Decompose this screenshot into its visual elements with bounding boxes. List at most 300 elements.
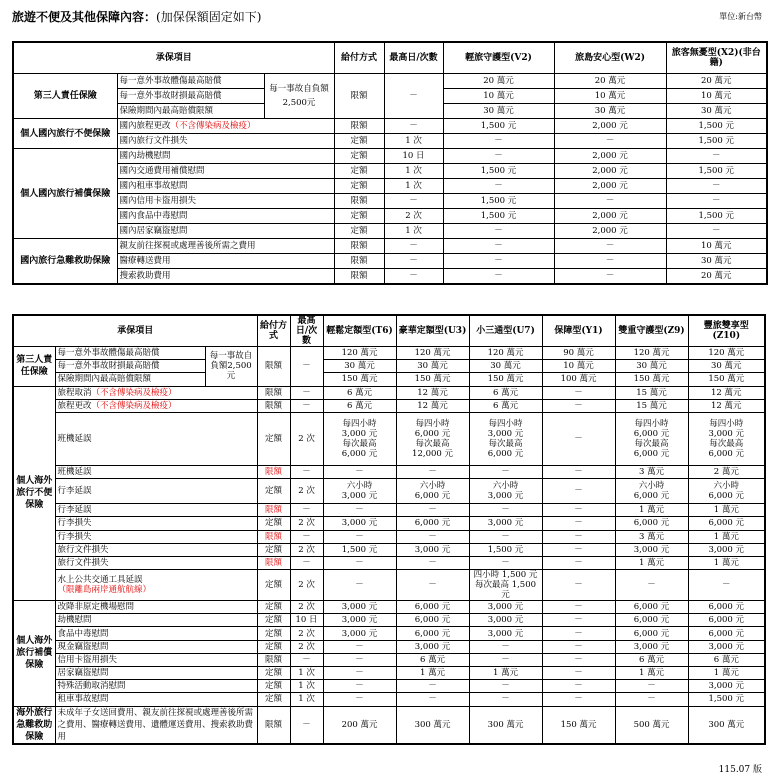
pay-method: 定額: [257, 667, 290, 680]
plan-value: 3,000 元: [396, 640, 469, 653]
item-label: [55, 680, 257, 693]
table-row: [13, 601, 765, 614]
plan-value: 2,000 元: [554, 164, 666, 179]
plan-value: 120 萬元: [396, 347, 469, 360]
plan-value: 6,000 元: [615, 517, 688, 530]
max-times: －: [290, 386, 323, 399]
pay-method: 限額: [257, 399, 290, 412]
category-label: 第三人責任保險: [13, 347, 55, 387]
plan-value: 2,000 元: [554, 209, 666, 224]
plan-value: －: [396, 556, 469, 569]
plan-value: 3,000 元: [323, 601, 396, 614]
cell-text: 改降非原定機場慰問: [57, 602, 135, 613]
plan-value: －: [542, 680, 615, 693]
item-label: [55, 627, 257, 640]
item-label: [117, 224, 334, 239]
plan-value: －: [542, 530, 615, 543]
plan-value: 3,000 元: [615, 640, 688, 653]
category-label: 第三人責任保險: [13, 74, 117, 119]
table-row: [13, 119, 767, 134]
category-label: 個人海外旅行補償保險: [13, 601, 55, 707]
cell-text: 租車事故慰問: [57, 694, 109, 705]
plan-value: －: [542, 627, 615, 640]
cell-text: 國內食品中毒慰問: [119, 211, 188, 221]
plan-value: 6,000 元: [615, 614, 688, 627]
plan-value: 30 萬元: [443, 104, 554, 119]
plan-value: 1,500 元: [666, 164, 767, 179]
max-times: －: [384, 269, 443, 285]
plan-value: 20 萬元: [666, 269, 767, 285]
item-label: [55, 570, 257, 601]
plan-value: 120 萬元: [688, 347, 765, 360]
plan-value: －: [396, 570, 469, 601]
pay-method: 定額: [257, 412, 290, 465]
cell-text: 特殊活動取消慰問: [57, 681, 126, 692]
plan-value: 300 萬元: [688, 706, 765, 744]
item-label: 每一意外事故體傷最高賠償: [117, 74, 264, 89]
plan-value: －: [323, 530, 396, 543]
plan-value: 3,000 元: [469, 627, 542, 640]
max-times: 2 次: [290, 412, 323, 465]
plan-value: －: [469, 653, 542, 666]
plan-value: 每四小時 6,000 元 每次最高 6,000 元: [615, 412, 688, 465]
category-label: 國內旅行急難救助保險: [13, 239, 117, 285]
item-label: 每一意外事故體傷最高賠償: [55, 347, 205, 360]
plan-value: 3,000 元: [469, 614, 542, 627]
item-label: [117, 239, 334, 254]
item-label: [117, 254, 334, 269]
table-row: [13, 614, 765, 627]
cell-text: 搜索救助費用: [119, 271, 171, 281]
header-cell: 豐旅雙享型(Z10): [688, 315, 765, 347]
max-times: 2 次: [290, 479, 323, 504]
plan-value: 6 萬元: [396, 653, 469, 666]
cell-text: 行李損失: [57, 518, 92, 529]
pay-method: 限額: [257, 706, 290, 744]
plan-value: 2,000 元: [554, 179, 666, 194]
plan-value: 15 萬元: [615, 399, 688, 412]
plan-value: 300 萬元: [469, 706, 542, 744]
item-label: 每一意外事故財損最高賠償: [55, 360, 205, 373]
plan-value: 500 萬元: [615, 706, 688, 744]
exclusion-note: （不含傳染病及檢疫）: [91, 400, 177, 411]
plan-value: 3,000 元: [615, 543, 688, 556]
table-row: [13, 627, 765, 640]
plan-value: 1,500 元: [469, 543, 542, 556]
exclusion-note: （不含傳染病及檢疫）: [91, 387, 177, 398]
max-times: 2 次: [384, 209, 443, 224]
plan-value: 10 萬元: [554, 89, 666, 104]
plan-value: －: [542, 640, 615, 653]
pay-method: 定額: [257, 601, 290, 614]
max-times: －: [290, 653, 323, 666]
plan-value: 1 萬元: [615, 504, 688, 517]
plan-value: 3,000 元: [323, 627, 396, 640]
plan-value: 12 萬元: [688, 399, 765, 412]
plan-value: －: [666, 194, 767, 209]
pay-method: 定額: [257, 640, 290, 653]
header-cell: 最高日/次數: [384, 42, 443, 74]
plan-value: －: [396, 680, 469, 693]
plan-value: 30 萬元: [323, 360, 396, 373]
plan-value: －: [666, 179, 767, 194]
plan-value: －: [542, 601, 615, 614]
plan-value: 1,500 元: [666, 134, 767, 149]
pay-method: 限額: [257, 386, 290, 399]
plan-value: 12 萬元: [396, 399, 469, 412]
plan-value: 六小時 6,000 元: [615, 479, 688, 504]
plan-value: －: [542, 653, 615, 666]
max-times: －: [290, 706, 323, 744]
item-label: [55, 399, 257, 412]
plan-value: 30 萬元: [666, 254, 767, 269]
plan-value: 1,500 元: [443, 119, 554, 134]
cell-text: 國內劫機慰問: [119, 151, 171, 161]
plan-value: 6 萬元: [615, 653, 688, 666]
cell-text: 國內交通費用補償慰問: [119, 166, 205, 176]
cell-text: 國內居家竊盜慰問: [119, 226, 188, 236]
table-row: [13, 209, 767, 224]
plan-value: 六小時 3,000 元: [469, 479, 542, 504]
table-row: [13, 269, 767, 285]
plan-value: －: [554, 239, 666, 254]
plan-value: 2,000 元: [554, 149, 666, 164]
item-label: [117, 134, 334, 149]
plan-value: －: [443, 269, 554, 285]
plan-value: 150 萬元: [323, 373, 396, 386]
plan-value: 6,000 元: [396, 601, 469, 614]
table-row: [13, 465, 765, 478]
plan-value: －: [554, 254, 666, 269]
header-cell: 雙重守護型(Z9): [615, 315, 688, 347]
cell-text: 班機延誤: [57, 433, 92, 444]
item-label: [55, 386, 257, 399]
plan-value: 6 萬元: [469, 386, 542, 399]
item-label: [55, 543, 257, 556]
item-label: [55, 640, 257, 653]
plan-value: 1,500 元: [688, 693, 765, 706]
plan-value: －: [666, 149, 767, 164]
cell-text: 國內旅程更改: [119, 121, 171, 131]
max-times: －: [290, 530, 323, 543]
plan-value: 每四小時 3,000 元 每次最高 6,000 元: [688, 412, 765, 465]
plan-value: 1,500 元: [443, 209, 554, 224]
table-row: [13, 680, 765, 693]
item-label: [55, 693, 257, 706]
pay-method: 定額: [257, 627, 290, 640]
max-times: －: [384, 119, 443, 134]
header-cell: 最高日/次數: [290, 315, 323, 347]
pay-method: 定額: [257, 693, 290, 706]
plan-value: －: [469, 680, 542, 693]
plan-value: 20 萬元: [554, 74, 666, 89]
max-times: 1 次: [290, 667, 323, 680]
item-label: [55, 517, 257, 530]
plan-value: 12 萬元: [396, 386, 469, 399]
item-label: [55, 479, 257, 504]
pay-method: 限額: [334, 119, 384, 134]
item-label: [55, 465, 257, 478]
plan-value: 10 萬元: [443, 89, 554, 104]
max-times: 1 次: [384, 179, 443, 194]
plan-value: 6,000 元: [688, 627, 765, 640]
plan-value: 3 萬元: [615, 465, 688, 478]
pay-method: 定額: [334, 224, 384, 239]
item-label: [55, 614, 257, 627]
plan-value: 120 萬元: [615, 347, 688, 360]
plan-value: 每四小時 3,000 元 每次最高 6,000 元: [323, 412, 396, 465]
plan-value: －: [396, 504, 469, 517]
plan-value: －: [396, 693, 469, 706]
item-label: [55, 530, 257, 543]
plan-value: 10 萬元: [542, 360, 615, 373]
plan-value: 6 萬元: [323, 399, 396, 412]
pay-method: 定額: [257, 543, 290, 556]
plan-value: －: [443, 239, 554, 254]
max-times: 2 次: [290, 570, 323, 601]
item-label: [55, 667, 257, 680]
plan-value: 3,000 元: [469, 601, 542, 614]
plan-value: 1 萬元: [615, 556, 688, 569]
plan-value: 6,000 元: [396, 517, 469, 530]
plan-value: －: [615, 570, 688, 601]
max-times: －: [384, 239, 443, 254]
plan-value: 1,500 元: [323, 543, 396, 556]
plan-value: －: [542, 465, 615, 478]
cell-text: 劫機慰問: [57, 615, 92, 626]
plan-value: －: [443, 149, 554, 164]
table-row: [13, 254, 767, 269]
max-times: －: [384, 194, 443, 209]
table-row: [13, 517, 765, 530]
plan-value: 90 萬元: [542, 347, 615, 360]
plan-value: 1 萬元: [688, 556, 765, 569]
plan-value: －: [443, 224, 554, 239]
overseas-coverage-table: [12, 314, 766, 745]
plan-value: －: [469, 640, 542, 653]
deductible-note: 每一事故自負額2,500元: [264, 74, 334, 119]
plan-value: 200 萬元: [323, 706, 396, 744]
plan-value: －: [469, 504, 542, 517]
plan-value: 1 萬元: [396, 667, 469, 680]
plan-value: 3,000 元: [323, 614, 396, 627]
max-times: －: [384, 74, 443, 119]
header-cell: 小三通型(U7): [469, 315, 542, 347]
plan-value: 10 萬元: [666, 239, 767, 254]
plan-value: －: [542, 556, 615, 569]
pay-method: 限額: [257, 653, 290, 666]
table-row: [13, 479, 765, 504]
cell-text: 旅行文件損失: [57, 557, 109, 568]
plan-value: －: [542, 543, 615, 556]
table-row: [13, 179, 767, 194]
table-row: [13, 667, 765, 680]
cell-text: 班機延誤: [57, 467, 92, 478]
max-times: 10 日: [384, 149, 443, 164]
plan-value: 每四小時 6,000 元 每次最高 12,000 元: [396, 412, 469, 465]
max-times: 2 次: [290, 627, 323, 640]
item-label: [55, 504, 257, 517]
cell-text: 國內旅行文件損失: [119, 136, 188, 146]
cell-text: 水上公共交通工具延誤: [57, 575, 143, 586]
plan-value: 四小時 1,500 元 每次最高 1,500 元: [469, 570, 542, 601]
plan-value: 1 萬元: [688, 667, 765, 680]
plan-value: 1 萬元: [688, 530, 765, 543]
max-times: 2 次: [290, 640, 323, 653]
cell-text: 國內租車事故慰問: [119, 181, 188, 191]
plan-value: －: [323, 465, 396, 478]
category-label: 個人國內旅行不便保險: [13, 119, 117, 149]
item-label: 未成年子女送回費用、親友前往探視或處理善後所需之費用、醫療轉送費用、遺體運送費用、搜索救助費用: [55, 706, 257, 744]
plan-value: －: [443, 179, 554, 194]
cell-text: 居家竊盜慰問: [57, 668, 109, 679]
item-label: [117, 179, 334, 194]
table-row: [13, 164, 767, 179]
plan-value: －: [469, 693, 542, 706]
plan-value: －: [542, 570, 615, 601]
plan-value: 3,000 元: [688, 543, 765, 556]
plan-value: －: [554, 269, 666, 285]
plan-value: －: [443, 134, 554, 149]
plan-value: －: [554, 194, 666, 209]
table-row: [13, 373, 765, 386]
plan-value: 150 萬元: [688, 373, 765, 386]
pay-method: 限額: [334, 74, 384, 119]
plan-value: 6,000 元: [688, 517, 765, 530]
plan-value: －: [469, 465, 542, 478]
pay-method: 定額: [257, 614, 290, 627]
plan-value: －: [323, 640, 396, 653]
table-row: [13, 399, 765, 412]
plan-value: 100 萬元: [542, 373, 615, 386]
plan-value: 六小時 6,000 元: [396, 479, 469, 504]
cell-text: 國內信用卡盜用損失: [119, 196, 197, 206]
max-times: －: [290, 399, 323, 412]
plan-value: －: [542, 667, 615, 680]
header-item: 承保項目: [13, 315, 257, 347]
plan-value: 6,000 元: [396, 627, 469, 640]
plan-value: 6,000 元: [396, 614, 469, 627]
cell-text: 醫療轉送費用: [119, 256, 171, 266]
plan-value: 1,500 元: [666, 119, 767, 134]
table-row: [13, 640, 765, 653]
header-cell: 輕旅守護型(V2): [443, 42, 554, 74]
max-times: 2 次: [290, 543, 323, 556]
deductible-note: 每一事故自負額2,500元: [205, 347, 257, 387]
pay-method: 定額: [334, 149, 384, 164]
pay-method: 限額: [334, 194, 384, 209]
header-cell: 旅島安心型(W2): [554, 42, 666, 74]
plan-value: 6 萬元: [688, 653, 765, 666]
plan-value: －: [323, 653, 396, 666]
item-label: [55, 556, 257, 569]
table-row: [13, 653, 765, 666]
cell-text: 食品中毒慰問: [57, 628, 109, 639]
pay-method: 定額: [257, 479, 290, 504]
plan-value: －: [323, 504, 396, 517]
table-row: [13, 360, 765, 373]
plan-value: 6,000 元: [615, 627, 688, 640]
plan-value: 30 萬元: [554, 104, 666, 119]
version-label: 115.07 版: [718, 765, 762, 775]
item-label: [117, 149, 334, 164]
plan-value: 15 萬元: [615, 386, 688, 399]
item-label: 每一意外事故財損最高賠償: [117, 89, 264, 104]
plan-value: 3,000 元: [469, 517, 542, 530]
plan-value: 20 萬元: [666, 74, 767, 89]
plan-value: 1 萬元: [469, 667, 542, 680]
plan-value: －: [323, 556, 396, 569]
plan-value: －: [323, 667, 396, 680]
table-row: [13, 134, 767, 149]
pay-method: 限額: [257, 347, 290, 387]
pay-method: 限額: [334, 239, 384, 254]
plan-value: 30 萬元: [396, 360, 469, 373]
plan-value: 1,500 元: [443, 164, 554, 179]
pay-method: 限額: [257, 504, 290, 517]
plan-value: 6 萬元: [469, 399, 542, 412]
cell-text: 旅程取消: [57, 387, 92, 398]
table-row: [13, 347, 765, 360]
table-row: [13, 556, 765, 569]
table-row: [13, 224, 767, 239]
plan-value: 2,000 元: [554, 224, 666, 239]
table-row: [13, 74, 767, 89]
plan-value: 3,000 元: [688, 640, 765, 653]
plan-value: 1,500 元: [443, 194, 554, 209]
plan-value: 6,000 元: [688, 614, 765, 627]
category-label: 海外旅行急難救助保險: [13, 706, 55, 744]
plan-value: 6 萬元: [323, 386, 396, 399]
item-label: [55, 653, 257, 666]
unit-label: 單位:新台幣: [719, 12, 762, 21]
header-cell: 給付方式: [257, 315, 290, 347]
plan-value: 150 萬元: [615, 373, 688, 386]
header-cell: 輕鬆定額型(T6): [323, 315, 396, 347]
plan-value: 六小時 6,000 元: [688, 479, 765, 504]
plan-value: －: [323, 693, 396, 706]
cell-text: 信用卡盜用損失: [57, 654, 118, 665]
plan-value: 1 萬元: [688, 504, 765, 517]
item-label: 保險期間內最高賠償限額: [55, 373, 205, 386]
pay-method: 定額: [334, 164, 384, 179]
item-label: [117, 269, 334, 285]
pay-method: 限額: [257, 530, 290, 543]
plan-value: 每四小時 3,000 元 每次最高 6,000 元: [469, 412, 542, 465]
plan-value: －: [542, 399, 615, 412]
plan-value: 120 萬元: [469, 347, 542, 360]
pay-method: 限額: [257, 556, 290, 569]
max-times: 10 日: [290, 614, 323, 627]
plan-value: 1,500 元: [666, 209, 767, 224]
cell-text: 行李損失: [57, 531, 92, 542]
max-times: －: [290, 347, 323, 387]
item-label: [55, 412, 257, 465]
pay-method: 定額: [334, 209, 384, 224]
plan-value: －: [323, 680, 396, 693]
plan-value: －: [615, 693, 688, 706]
plan-value: －: [469, 530, 542, 543]
plan-value: －: [554, 134, 666, 149]
plan-value: 30 萬元: [469, 360, 542, 373]
max-times: 1 次: [290, 693, 323, 706]
header-cell: 豪華定額型(U3): [396, 315, 469, 347]
plan-value: 20 萬元: [443, 74, 554, 89]
plan-value: －: [688, 570, 765, 601]
plan-value: 30 萬元: [688, 360, 765, 373]
plan-value: －: [542, 412, 615, 465]
plan-value: －: [542, 386, 615, 399]
